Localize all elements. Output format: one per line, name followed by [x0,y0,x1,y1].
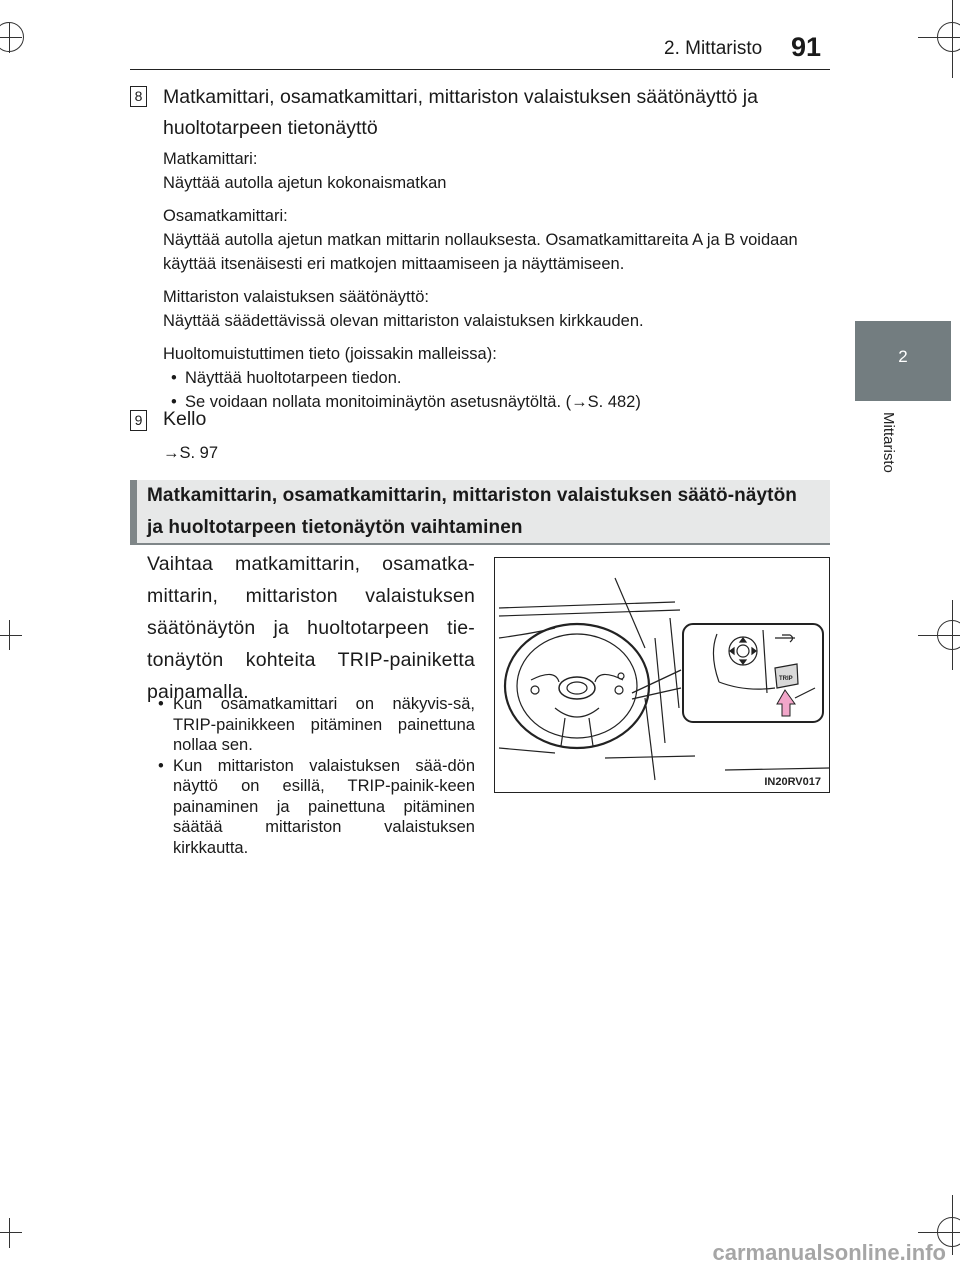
bullet-item: • Se voidaan nollata monitoiminäytön asetusnäytöltä. (→S. 482) [163,390,833,414]
item-title: Matkamittari, osamatkamittari, mittariston valaistuksen säätönäyttö ja huoltotarpeen tietonäyttö [163,86,758,139]
figure-code: IN20RV017 [764,776,821,788]
paragraph: Näyttää autolla ajetun kokonaismatkan [163,174,447,192]
bullet-item: • Kun mittariston valaistuksen sää-dön näyttö on esillä, TRIP-painik-keen painaminen ja painettuna pitäminen säätää mittariston valaistuksen kirkkautta. [155,756,475,859]
chapter-tab [855,321,951,401]
item-body [163,147,833,414]
item-number-badge: 9 [130,410,147,431]
paragraph: Näyttää säädettävissä olevan mittariston valaistuksen kirkkauden. [163,312,644,330]
page-reference: →S. 97 [163,444,219,462]
chapter-title: 2. Mittaristo [664,38,763,59]
paragraph: Mittariston valaistuksen säätönäyttö: [163,288,429,306]
paragraph: Osamatkamittari: [163,207,288,225]
bullet-item: • Kun osamatkamittari on näkyvis-sä, TRIP-painikkeen pitäminen painettuna nollaa sen. [155,694,475,756]
paragraph: Matkamittari: [163,150,258,168]
watermark-text: carmanualsonline.info [712,1240,946,1265]
steering-wheel-illustration [494,557,830,793]
paragraph: Huoltomuistuttimen tieto (joissakin malleissa): [163,345,497,363]
chapter-tab-label: Mittaristo [880,412,897,473]
section-banner [130,480,830,545]
steering-wheel-drawing [495,558,830,793]
watermark [0,1240,960,1266]
paragraph: Näyttää autolla ajetun matkan mittarin nollauksesta. Osamatkamittareita A ja B voidaan käyttää itsenäisesti eri matkojen mittaamiseen ja näyttämiseen. [163,231,798,273]
section-title: Matkamittarin, osamatkamittarin, mittariston valaistuksen säätö-näytön ja huoltotarpeen tietonäytön vaihtaminen [147,485,798,538]
trip-button-label: TRIP [779,676,793,682]
chapter-tab-number: 2 [898,347,908,366]
item-title: Kello [163,408,207,430]
section-lead: Vaihtaa matkamittarin, osamatka-mittarin, mittariston valaistuksen säätönäytön ja huoltotarpeen tie-tonäytön kohteita TRIP-painiketta painamalla. [147,553,475,703]
banner-accent-bar [130,480,137,543]
bullet-item: • Näyttää huoltotarpeen tiedon. [163,366,833,390]
section-bullets [155,694,475,858]
header-rule [130,69,830,70]
page-number: 91 [791,32,822,62]
item-number-badge: 8 [130,86,147,107]
